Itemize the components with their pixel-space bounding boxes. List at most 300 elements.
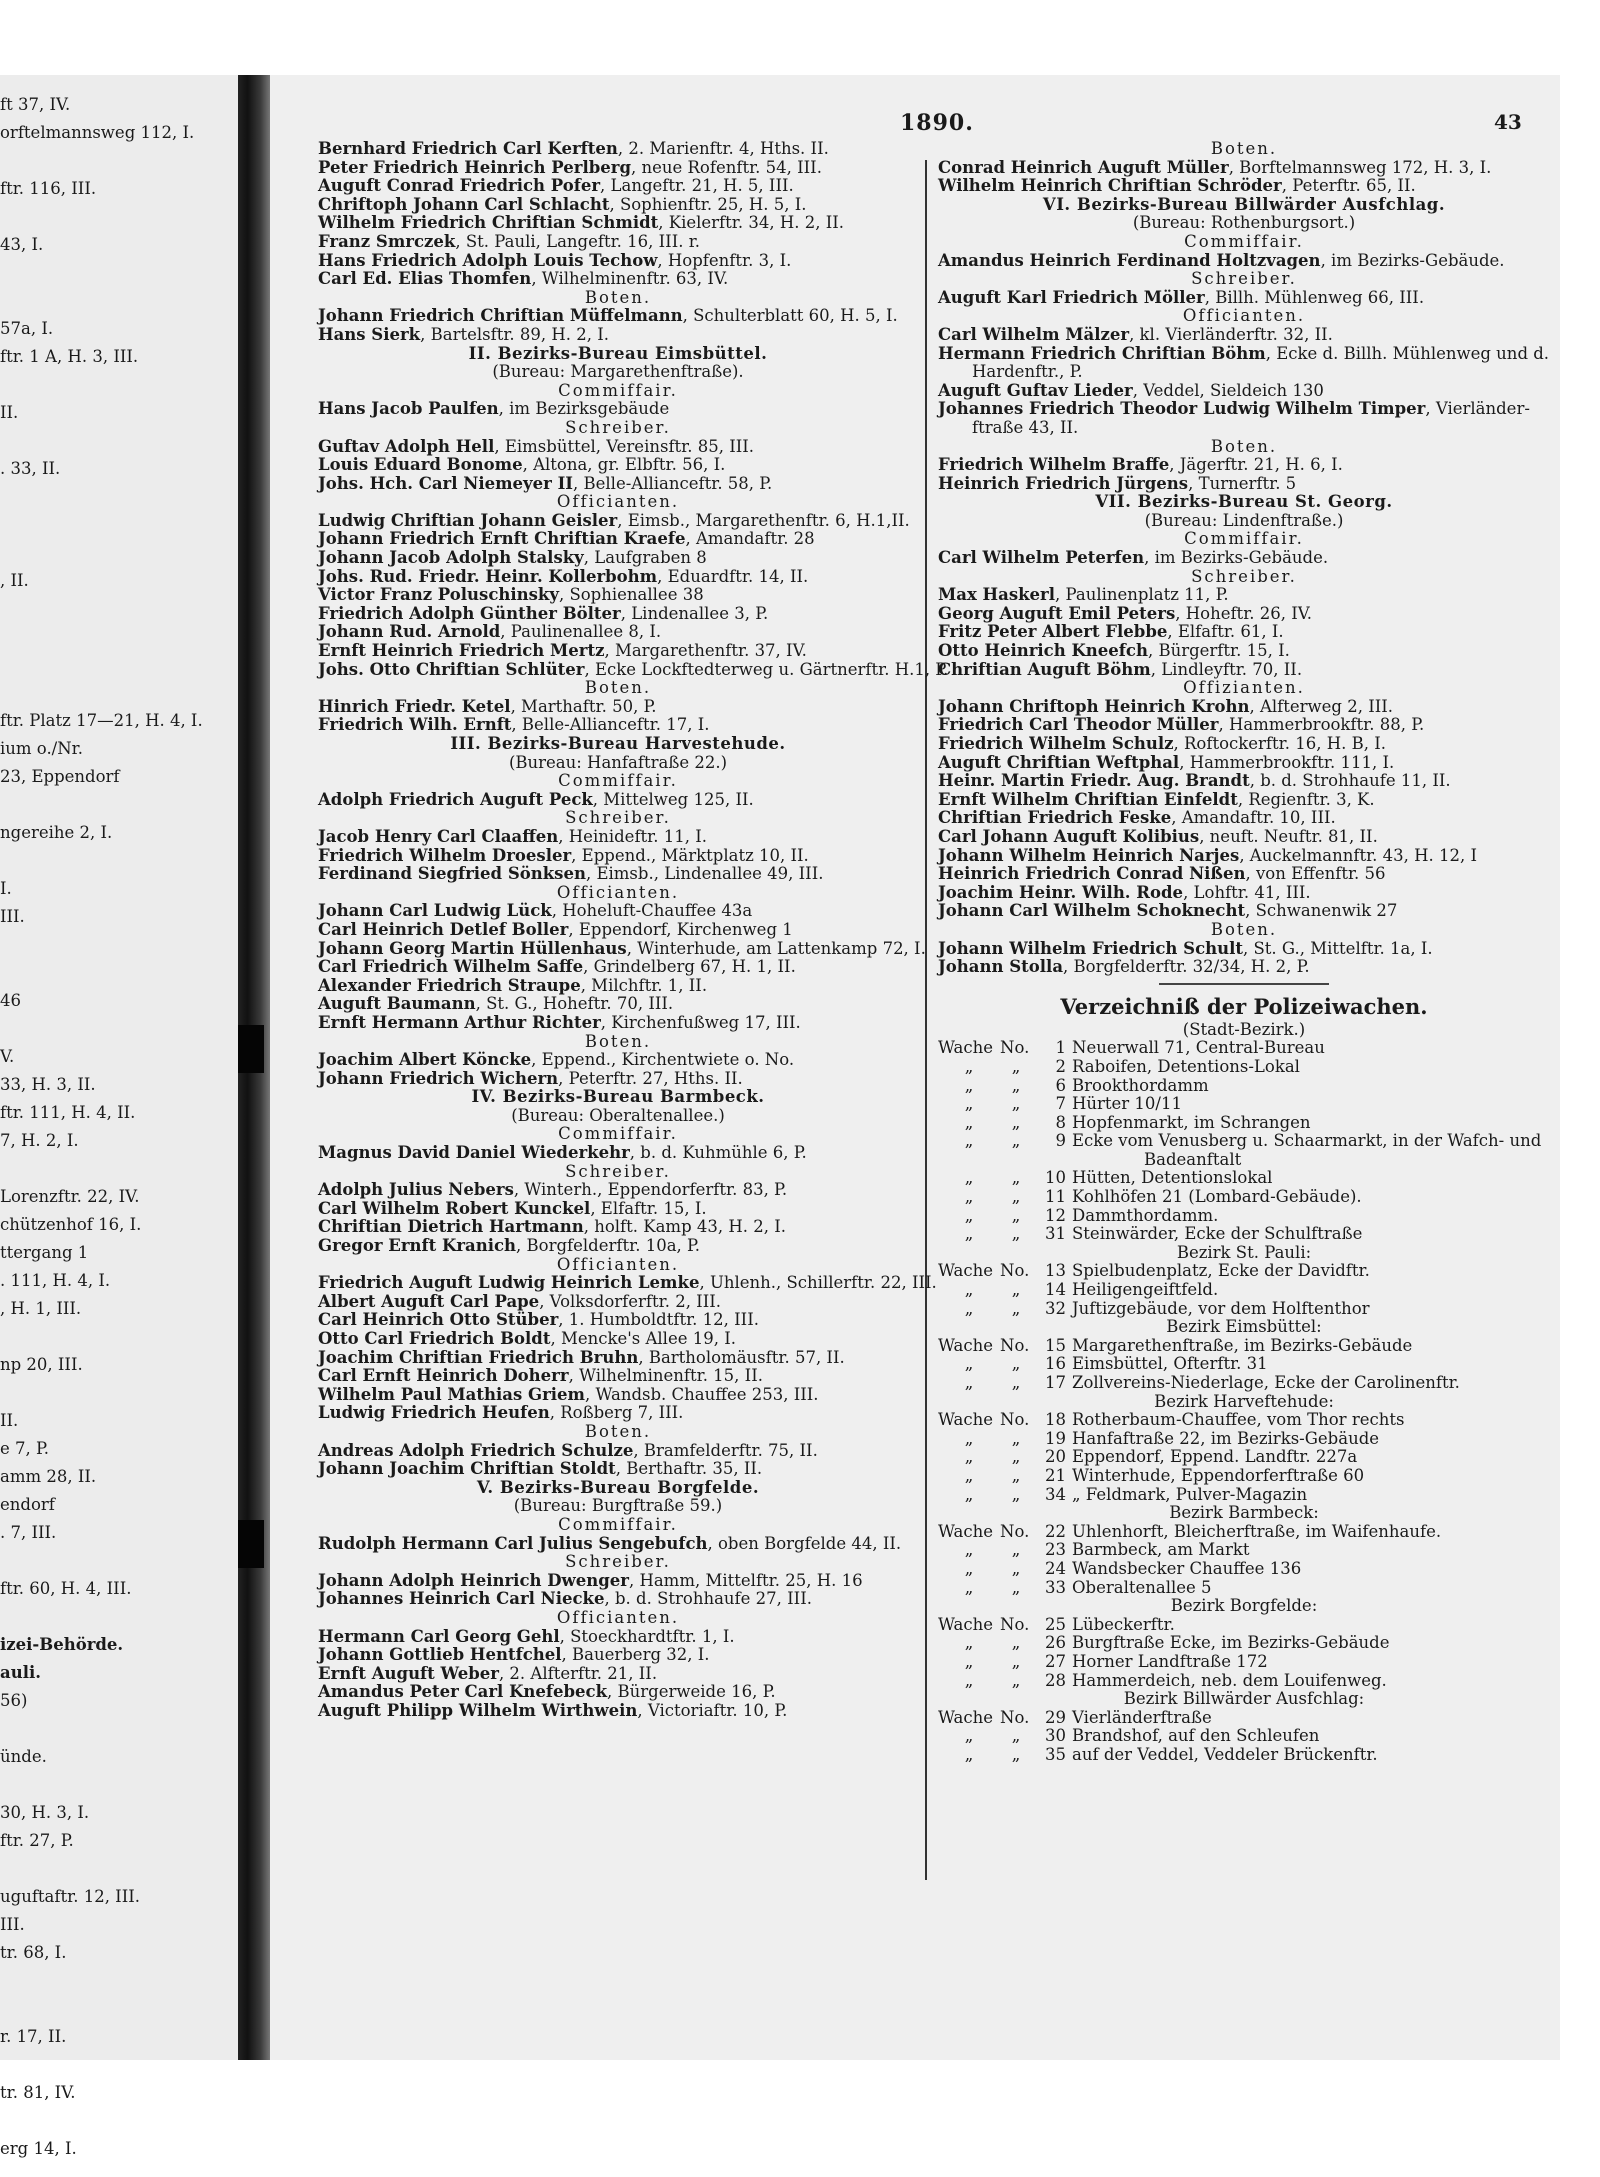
entry-name: Friedrich Wilh. Ernft bbox=[318, 715, 512, 735]
entry-name: Chriftian Dietrich Hartmann bbox=[318, 1217, 584, 1237]
station-location: Heiligengeiftfeld. bbox=[1072, 1280, 1219, 1300]
police-station-row bbox=[938, 1355, 1550, 1374]
directory-entry bbox=[938, 345, 1550, 364]
binding-hole bbox=[238, 1520, 264, 1568]
entry-name: Carl Heinrich Otto Stüber bbox=[318, 1310, 559, 1330]
number-label: „ bbox=[1011, 1558, 1021, 1578]
entry-address: , Roßberg 7, III. bbox=[549, 1403, 684, 1423]
entry-address: , Bartelsftr. 89, H. 2, I. bbox=[420, 324, 610, 344]
police-station-row bbox=[938, 1411, 1550, 1430]
binding-hole bbox=[238, 1025, 264, 1073]
entry-name: Carl Johann Auguft Kolibius bbox=[938, 826, 1200, 846]
number-label: No. bbox=[1000, 1410, 1030, 1430]
police-station-row bbox=[938, 1579, 1550, 1598]
directory-entry bbox=[318, 828, 918, 847]
directory-entry bbox=[318, 1330, 918, 1349]
number-label: „ bbox=[1011, 1726, 1021, 1746]
entry-address: , Uhlenh., Schillerftr. 22, III. bbox=[699, 1273, 937, 1293]
police-station-row bbox=[938, 1262, 1550, 1281]
station-location: Raboifen, Detentions-Lokal bbox=[1072, 1056, 1300, 1076]
directory-entry bbox=[318, 716, 918, 735]
entry-name: Ludwig Chriftian Johann Geisler bbox=[318, 510, 618, 530]
wache-label: „ bbox=[964, 1056, 974, 1076]
entry-address: , 2. Marienftr. 4, Hths. II. bbox=[617, 139, 829, 158]
police-station-row bbox=[938, 1151, 1550, 1170]
police-list-title: Verzeichniß der Polizeiwachen. bbox=[1060, 993, 1428, 1019]
directory-entry bbox=[938, 475, 1550, 494]
number-label: „ bbox=[1011, 1298, 1021, 1318]
left-page-fragment bbox=[0, 75, 240, 2158]
wache-label: „ bbox=[964, 1447, 974, 1467]
entry-address: , Sophienallee 38 bbox=[558, 585, 704, 605]
entry-name: Auguft Chriftian Weftphal bbox=[938, 752, 1180, 772]
entry-name: Johann Wilhelm Friedrich Schult bbox=[938, 938, 1243, 958]
number-label: „ bbox=[1011, 1484, 1021, 1504]
role-heading: Commiffair. bbox=[558, 1124, 678, 1144]
directory-entry bbox=[318, 1181, 918, 1200]
station-location: Juftizgebäude, vor dem Holftenthor bbox=[1072, 1298, 1370, 1318]
entry-name: Auguft Conrad Friedrich Pofer bbox=[318, 176, 601, 196]
number-label: „ bbox=[1011, 1633, 1021, 1653]
station-number: 17 bbox=[1045, 1373, 1066, 1392]
police-station-row bbox=[938, 1058, 1550, 1077]
station-location: Lübeckerftr. bbox=[1072, 1614, 1175, 1634]
entry-address: , Wilhelminenftr. 15, II. bbox=[568, 1366, 763, 1386]
entry-name: Amandus Peter Carl Knefebeck bbox=[318, 1682, 608, 1702]
entry-address: , Ecke d. Billh. Mühlenweg und d. bbox=[1265, 343, 1550, 363]
station-location: Kohlhöfen 21 (Lombard-Gebäude). bbox=[1072, 1187, 1362, 1207]
police-district-heading bbox=[938, 1318, 1550, 1337]
station-number: 12 bbox=[1045, 1205, 1066, 1225]
directory-entry bbox=[938, 735, 1550, 754]
entry-address: , Hamm, Mittelftr. 25, H. 16 bbox=[628, 1570, 863, 1590]
left-page-line: . 7, III. bbox=[0, 1523, 57, 1542]
entry-address: , Eppend., Kirchentwiete o. No. bbox=[531, 1050, 795, 1070]
role-heading: Offizianten. bbox=[1183, 678, 1305, 698]
entry-address: , Milchftr. 1, II. bbox=[580, 975, 708, 995]
section-heading: III. Bezirks-Bureau Harvestehude. bbox=[450, 734, 786, 753]
entry-name: Louis Eduard Bonome bbox=[318, 455, 523, 475]
directory-entry bbox=[938, 605, 1550, 624]
entry-address: , Grindelberg 67, H. 1, II. bbox=[583, 957, 796, 977]
police-station-row bbox=[938, 1374, 1550, 1393]
police-district-heading bbox=[938, 1244, 1550, 1263]
entry-name: Johann Friedrich Chriftian Müffelmann bbox=[318, 306, 683, 326]
left-page-line: 57a, I. bbox=[0, 319, 54, 338]
entry-name: Ernft Hermann Arthur Richter bbox=[318, 1012, 601, 1032]
police-list-subtitle: (Stadt-Bezirk.) bbox=[1182, 1019, 1306, 1039]
left-page-line: ngereihe 2, I. bbox=[0, 823, 113, 842]
entry-address: , Veddel, Sieldeich 130 bbox=[1132, 380, 1324, 400]
police-station-row bbox=[938, 1746, 1550, 1765]
station-number: 19 bbox=[1045, 1428, 1066, 1448]
entry-address: , b. d. Strohhaufe 27, III. bbox=[604, 1589, 812, 1609]
police-station-row bbox=[938, 1430, 1550, 1449]
role-heading: Commiffair. bbox=[558, 380, 678, 400]
left-page-line: endorf bbox=[0, 1495, 55, 1514]
wache-label: „ bbox=[964, 1298, 974, 1318]
directory-entry bbox=[318, 270, 918, 289]
entry-address: , Eimsbüttel, Vereinsftr. 85, III. bbox=[494, 436, 755, 456]
directory-entry bbox=[318, 1590, 918, 1609]
entry-name: Hans Friedrich Adolph Louis Techow bbox=[318, 250, 658, 270]
left-page-line: np 20, III. bbox=[0, 1355, 83, 1374]
entry-address: , Bramfelderftr. 75, II. bbox=[633, 1440, 818, 1460]
directory-entry bbox=[318, 1293, 918, 1312]
entry-address: , Stoeckhardtftr. 1, I. bbox=[559, 1626, 735, 1646]
station-location: Wandsbecker Chauffee 136 bbox=[1072, 1558, 1302, 1578]
entry-name: Hans Sierk bbox=[318, 324, 421, 344]
station-location: Margarethenftraße, im Bezirks-Gebäude bbox=[1072, 1335, 1413, 1355]
entry-name: Auguft Guftav Lieder bbox=[938, 380, 1133, 400]
entry-address: , Billh. Mühlenweg 66, III. bbox=[1204, 287, 1425, 307]
directory-entry bbox=[938, 159, 1550, 178]
entry-address: , Amandaftr. 10, III. bbox=[1171, 808, 1336, 828]
number-label: „ bbox=[1011, 1075, 1021, 1095]
left-page-line: amm 28, II. bbox=[0, 1467, 97, 1486]
entry-name: Amandus Heinrich Ferdinand Holtzvagen bbox=[938, 250, 1321, 270]
police-station-row bbox=[938, 1337, 1550, 1356]
entry-address: , Belle-Allianceftr. 58, P. bbox=[573, 473, 773, 493]
section-subheading: (Bureau: Oberaltenallee.) bbox=[511, 1105, 725, 1125]
station-location: Hütten, Detentionslokal bbox=[1072, 1168, 1273, 1188]
number-label: No. bbox=[1000, 1521, 1030, 1541]
entry-name: Johann Stolla bbox=[938, 957, 1064, 977]
wache-label: „ bbox=[964, 1465, 974, 1485]
entry-name: Joachim Heinr. Wilh. Rode bbox=[938, 882, 1184, 902]
wache-label: „ bbox=[964, 1373, 974, 1392]
station-location: Brookthordamm bbox=[1072, 1075, 1209, 1095]
directory-entry bbox=[318, 1535, 918, 1554]
entry-address: , Lohftr. 41, III. bbox=[1183, 882, 1311, 902]
directory-entry bbox=[318, 623, 918, 642]
entry-address: , 1. Humboldtftr. 12, III. bbox=[558, 1310, 759, 1330]
entry-name: Friedrich Wilhelm Braffe bbox=[938, 455, 1170, 475]
entry-name: Ernft Heinrich Friedrich Mertz bbox=[318, 641, 605, 661]
entry-address: , Eimsb., Margarethenftr. 6, H.1,II. bbox=[617, 510, 910, 530]
entry-name: Friedrich Adolph Günther Bölter bbox=[318, 603, 621, 623]
entry-name: Carl Ernft Heinrich Doherr bbox=[318, 1366, 569, 1386]
entry-name: Johann Georg Martin Hüllenhaus bbox=[318, 938, 627, 958]
entry-name: Johannes Friedrich Theodor Ludwig Wilhelm Timper bbox=[938, 399, 1426, 419]
left-page-line: Lorenzftr. 22, IV. bbox=[0, 1187, 140, 1206]
entry-address: , Jägerftr. 21, H. 6, I. bbox=[1169, 455, 1343, 475]
left-page-line: III. bbox=[0, 1915, 25, 1934]
station-location: Barmbeck, am Markt bbox=[1072, 1540, 1250, 1560]
police-station-row bbox=[938, 1225, 1550, 1244]
entry-name: Adolph Friedrich Auguft Peck bbox=[318, 789, 593, 809]
entry-name: Otto Carl Friedrich Boldt bbox=[318, 1329, 551, 1348]
left-page-line: e 7, P. bbox=[0, 1439, 50, 1458]
station-number: 7 bbox=[1055, 1094, 1066, 1114]
entry-address: , Winterh., Eppendorferftr. 83, P. bbox=[513, 1180, 788, 1200]
left-page-line: ft 37, IV. bbox=[0, 95, 71, 114]
role-heading: Boten. bbox=[584, 1421, 652, 1441]
directory-entry bbox=[938, 400, 1550, 419]
entry-address: , Schulterblatt 60, H. 5, I. bbox=[682, 306, 898, 326]
left-page-line: ünde. bbox=[0, 1747, 47, 1766]
entry-name: Max Haskerl bbox=[938, 585, 1055, 605]
left-page-line: chützenhof 16, I. bbox=[0, 1215, 142, 1234]
directory-entry bbox=[938, 772, 1550, 791]
entry-name: Guftav Adolph Hell bbox=[318, 436, 495, 456]
entry-address: , Eppend., Märktplatz 10, II. bbox=[571, 845, 809, 865]
entry-name: Hans Jacob Paulfen bbox=[318, 399, 499, 419]
entry-address: , Peterftr. 65, II. bbox=[1281, 176, 1416, 196]
directory-entry bbox=[318, 1702, 918, 1721]
number-label: „ bbox=[1011, 1651, 1021, 1671]
wache-label: Wache bbox=[938, 1410, 993, 1430]
directory-entry bbox=[318, 698, 918, 717]
entry-name: Auguft Karl Friedrich Möller bbox=[938, 287, 1205, 307]
station-number: 2 bbox=[1055, 1056, 1066, 1076]
entry-address: , Berthaftr. 35, II. bbox=[615, 1459, 763, 1479]
left-page-line: , II. bbox=[0, 571, 29, 590]
district-label: Bezirk St. Pauli: bbox=[1176, 1242, 1312, 1262]
role-heading: Schreiber. bbox=[1191, 269, 1297, 289]
station-number: 30 bbox=[1045, 1726, 1066, 1746]
left-page-line: II. bbox=[0, 1411, 19, 1430]
directory-entry bbox=[938, 456, 1550, 475]
directory-entry bbox=[318, 475, 918, 494]
entry-name: Jacob Henry Carl Claaffen bbox=[318, 826, 559, 846]
directory-entry bbox=[318, 1628, 918, 1647]
directory-entry bbox=[318, 1572, 918, 1591]
left-page-line: ftr. 27, P. bbox=[0, 1831, 74, 1850]
directory-entry bbox=[938, 884, 1550, 903]
entry-address: , Victoriaftr. 10, P. bbox=[637, 1700, 788, 1720]
directory-entry bbox=[938, 902, 1550, 921]
number-label: „ bbox=[1011, 1112, 1021, 1132]
header-year: 1890. bbox=[900, 110, 974, 136]
section-subheading: (Bureau: Rothenburgsort.) bbox=[1132, 213, 1356, 233]
station-number: 25 bbox=[1045, 1614, 1066, 1634]
directory-entry bbox=[318, 177, 918, 196]
directory-entry bbox=[318, 456, 918, 475]
entry-address: , Turnerftr. 5 bbox=[1188, 473, 1297, 493]
entry-name: Gregor Ernft Kranich bbox=[318, 1236, 517, 1256]
directory-entry bbox=[318, 642, 918, 661]
police-district-heading bbox=[938, 1393, 1550, 1412]
district-label: Bezirk Barmbeck: bbox=[1169, 1503, 1319, 1523]
entry-name: Georg Auguft Emil Peters bbox=[938, 603, 1176, 623]
directory-entry bbox=[318, 568, 918, 587]
directory-entry bbox=[318, 1386, 918, 1405]
entry-name: Carl Ed. Elias Thomfen bbox=[318, 269, 532, 289]
wache-label: „ bbox=[964, 1558, 974, 1578]
station-location: Steinwärder, Ecke der Schulftraße bbox=[1072, 1224, 1363, 1244]
entry-address: , Borgfelderftr. 32/34, H. 2, P. bbox=[1063, 957, 1310, 977]
page-edge bbox=[1560, 75, 1600, 2060]
page-number: 43 bbox=[1494, 110, 1522, 134]
directory-entry bbox=[318, 140, 918, 159]
entry-address: , neue Rofenftr. 54, III. bbox=[630, 157, 822, 177]
directory-entry bbox=[318, 1273, 937, 1293]
role-heading: Commiffair. bbox=[1184, 529, 1304, 549]
left-page-line: 23, Eppendorf bbox=[0, 767, 120, 786]
station-number: 24 bbox=[1045, 1558, 1066, 1578]
directory-entry bbox=[318, 1367, 918, 1386]
number-label: „ bbox=[1011, 1205, 1021, 1225]
directory-entry bbox=[938, 177, 1550, 196]
wache-label: Wache bbox=[938, 1261, 993, 1281]
wache-label: Wache bbox=[938, 1521, 993, 1541]
police-station-row bbox=[938, 1467, 1550, 1486]
station-location: Hanfaftraße 22, im Bezirks-Gebäude bbox=[1072, 1428, 1380, 1448]
entry-name: Hinrich Friedr. Ketel bbox=[318, 696, 511, 716]
entry-name: Friedrich Wilhelm Schulz bbox=[938, 734, 1174, 753]
entry-name: Otto Heinrich Kneefch bbox=[938, 641, 1148, 661]
entry-address: , Bauerberg 32, I. bbox=[561, 1645, 710, 1665]
entry-address: , kl. Vierländerftr. 32, II. bbox=[1129, 324, 1333, 344]
entry-name: Friedrich Carl Theodor Müller bbox=[938, 715, 1219, 735]
station-location: Brandshof, auf den Schleufen bbox=[1072, 1726, 1320, 1746]
police-station-row bbox=[938, 1169, 1550, 1188]
directory-entry bbox=[318, 549, 918, 568]
directory-entry bbox=[318, 196, 918, 215]
entry-address: , Regienftr. 3, K. bbox=[1237, 789, 1375, 809]
directory-entry bbox=[318, 1311, 918, 1330]
police-station-row bbox=[938, 1095, 1550, 1114]
station-number: 6 bbox=[1055, 1075, 1066, 1095]
directory-entry bbox=[318, 214, 918, 233]
station-number: 32 bbox=[1045, 1298, 1066, 1318]
directory-entry bbox=[318, 530, 918, 549]
directory-entry bbox=[318, 1144, 918, 1163]
station-number: 14 bbox=[1045, 1280, 1066, 1300]
police-station-row bbox=[938, 1523, 1550, 1542]
entry-name: Johannes Heinrich Carl Niecke bbox=[318, 1589, 605, 1609]
entry-address: , Bürgerftr. 15, I. bbox=[1147, 641, 1290, 661]
police-district-heading bbox=[938, 1504, 1550, 1523]
directory-entry bbox=[318, 1237, 918, 1256]
directory-entry bbox=[318, 1683, 918, 1702]
wache-label: „ bbox=[964, 1577, 974, 1597]
directory-entry bbox=[938, 754, 1550, 773]
station-number: 23 bbox=[1045, 1540, 1066, 1560]
station-number: 27 bbox=[1045, 1651, 1066, 1671]
police-station-row bbox=[938, 1560, 1550, 1579]
directory-entry bbox=[318, 1665, 918, 1684]
entry-address: , im Bezirksgebäude bbox=[498, 399, 670, 419]
entry-address: , Amandaftr. 28 bbox=[685, 529, 815, 549]
directory-entry bbox=[318, 1646, 918, 1665]
left-page-line: 7, H. 2, I. bbox=[0, 1131, 79, 1150]
directory-entry bbox=[938, 549, 1550, 568]
entry-name: Carl Wilhelm Robert Kunckel bbox=[318, 1198, 591, 1218]
role-heading: Schreiber. bbox=[565, 1552, 671, 1572]
directory-entry bbox=[318, 958, 918, 977]
entry-name: Heinr. Martin Friedr. Aug. Brandt bbox=[938, 771, 1250, 791]
police-station-row bbox=[938, 1207, 1550, 1226]
directory-entry bbox=[318, 1442, 918, 1461]
entry-address: , im Bezirks-Gebäude. bbox=[1144, 548, 1329, 568]
entry-name: Johann Wilhelm Heinrich Narjes bbox=[938, 845, 1240, 865]
role-heading: Officianten. bbox=[556, 492, 680, 512]
station-number: 10 bbox=[1045, 1168, 1066, 1188]
role-heading: Schreiber. bbox=[565, 1161, 671, 1181]
station-number: 21 bbox=[1045, 1465, 1066, 1485]
directory-entry bbox=[318, 586, 918, 605]
role-heading: Commiffair. bbox=[558, 771, 678, 791]
entry-name: Johann Rud. Arnold bbox=[318, 622, 501, 642]
role-heading: Boten. bbox=[584, 287, 652, 307]
police-station-row bbox=[938, 1039, 1550, 1058]
right-column bbox=[938, 140, 1550, 1764]
section-subheading: (Bureau: Hanfaftraße 22.) bbox=[508, 752, 728, 772]
directory-entry bbox=[938, 847, 1550, 866]
directory-entry bbox=[318, 865, 918, 884]
entry-address: , Hoheftr. 26, IV. bbox=[1175, 603, 1313, 623]
entry-name: Heinrich Friedrich Jürgens bbox=[938, 473, 1189, 493]
left-page-line: 56) bbox=[0, 1691, 28, 1710]
left-page-line: tr. 68, I. bbox=[0, 1943, 67, 1962]
station-number: 31 bbox=[1045, 1224, 1066, 1244]
entry-address: , holft. Kamp 43, H. 2, I. bbox=[583, 1217, 786, 1237]
entry-name: Friedrich Auguft Ludwig Heinrich Lemke bbox=[318, 1273, 700, 1293]
entry-address: , St. Pauli, Langeftr. 16, III. r. bbox=[455, 231, 701, 251]
entry-name: Hermann Friedrich Chriftian Böhm bbox=[938, 343, 1266, 363]
entry-address: , Mittelweg 125, II. bbox=[592, 789, 754, 809]
police-district-heading bbox=[938, 1690, 1550, 1709]
directory-entry: Hardenftr., P. bbox=[972, 362, 1083, 382]
entry-address: , Volksdorferftr. 2, III. bbox=[539, 1291, 721, 1311]
left-page-line: 43, I. bbox=[0, 235, 44, 254]
district-label: Bezirk Billwärder Ausfchlag: bbox=[1123, 1689, 1365, 1709]
directory-entry bbox=[318, 977, 918, 996]
police-station-row bbox=[938, 1727, 1550, 1746]
entry-name: Johs. Rud. Friedr. Heinr. Kollerbohm bbox=[318, 566, 658, 586]
entry-address: , 2. Alfterftr. 21, II. bbox=[498, 1663, 658, 1683]
number-label: „ bbox=[1011, 1187, 1021, 1207]
wache-label: „ bbox=[964, 1187, 974, 1207]
entry-address: , von Effenftr. 56 bbox=[1245, 864, 1386, 884]
number-label: „ bbox=[1011, 1224, 1021, 1244]
police-station-row bbox=[938, 1541, 1550, 1560]
station-location: Uhlenhorft, Bleicherftraße, im Waifenhaufe. bbox=[1072, 1521, 1442, 1541]
wache-label: „ bbox=[964, 1633, 974, 1653]
directory-entry bbox=[318, 1200, 918, 1219]
entry-address: , Hammerbrookftr. 88, P. bbox=[1218, 715, 1425, 735]
entry-address: , Schwanenwik 27 bbox=[1245, 901, 1398, 921]
entry-name: Johann Jacob Adolph Stalsky bbox=[318, 548, 584, 568]
station-number: 33 bbox=[1045, 1577, 1066, 1597]
role-heading: Schreiber. bbox=[1191, 566, 1297, 586]
wache-label: „ bbox=[964, 1205, 974, 1225]
station-location: Dammthordamm. bbox=[1072, 1205, 1219, 1225]
entry-name: Joachim Albert Köncke bbox=[318, 1050, 532, 1070]
police-station-row bbox=[938, 1132, 1550, 1151]
station-number: 9 bbox=[1055, 1131, 1066, 1151]
directory-entry bbox=[318, 326, 918, 345]
entry-name: Victor Franz Poluschinsky bbox=[318, 585, 559, 605]
role-heading: Schreiber. bbox=[565, 808, 671, 828]
entry-address: , Hammerbrookftr. 111, I. bbox=[1179, 752, 1395, 772]
entry-name: Auguft Philipp Wilhelm Wirthwein bbox=[318, 1700, 638, 1720]
directory-entry bbox=[318, 1051, 918, 1070]
entry-name: Fritz Peter Albert Flebbe bbox=[938, 622, 1168, 642]
entry-address: , Hoheluft-Chauffee 43a bbox=[551, 901, 753, 921]
entry-address: , im Bezirks-Gebäude. bbox=[1320, 250, 1505, 270]
directory-entry bbox=[938, 326, 1550, 345]
number-label: „ bbox=[1011, 1168, 1021, 1188]
directory-entry bbox=[318, 512, 918, 531]
entry-address: , Paulinenallee 8, I. bbox=[500, 622, 662, 642]
directory-entry bbox=[938, 865, 1550, 884]
entry-address: , Eimsb., Lindenallee 49, III. bbox=[585, 864, 824, 884]
station-location: Winterhude, Eppendorferftraße 60 bbox=[1072, 1465, 1365, 1485]
role-heading: Boten. bbox=[1210, 139, 1278, 158]
